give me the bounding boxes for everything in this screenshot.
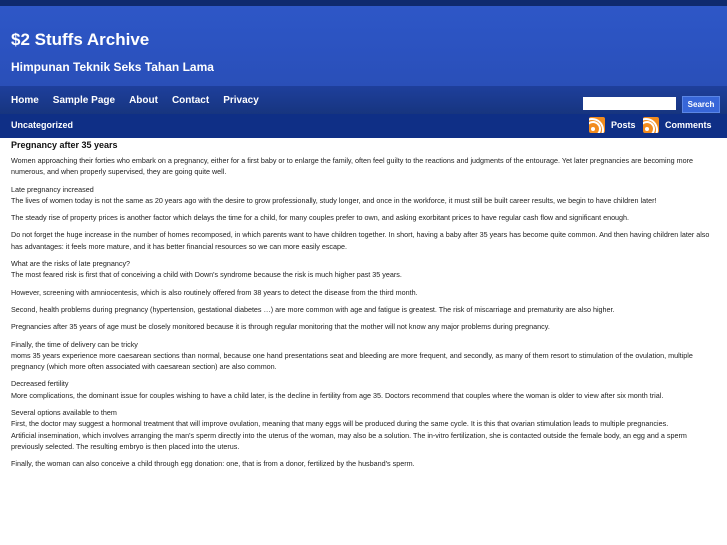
post-paragraph: Second, health problems during pregnancy (hypertension, gestational diabetes …) are more common with age and fatigue is greatest. The risk of miscarriage and prematurity are also higher.: [11, 304, 615, 314]
post-content: [0, 138, 727, 470]
nav-menu: [11, 95, 259, 106]
main-navigation: [0, 86, 727, 114]
post-paragraph: Decreased fertility More complications, the dominant issue for couples wishing to have a child later, is the decline in fertility from age 35. Doctors recommend that couples where the woman is older to view after six month trial.: [11, 379, 664, 400]
site-title[interactable]: $2 Stuffs Archive: [11, 30, 150, 49]
post-paragraph: However, screening with amniocentesis, which is also routinely offered from 38 years to detect the disease from the third month.: [11, 287, 418, 297]
comments-feed-link[interactable]: [643, 117, 712, 133]
search-button[interactable]: Search: [682, 96, 720, 113]
post-paragraph: Several options available to them First, the doctor may suggest a hormonal treatment that will improve ovulation, meaning that many eggs will be produced during the same cycle. It is this that ovarian stimulation leads to multiple pregnancies. Artificial insemination, which involves arranging the man's sperm directly into the uterus of the woman, may also be a solution. The in-vitro fertilization, she is contacted outside the female body, an egg and a sperm previously selected. The resulting embryo is then placed into the uterus.: [11, 408, 687, 451]
comments-feed-label: Comments: [665, 120, 712, 130]
category-link-uncategorized[interactable]: Uncategorized: [11, 120, 74, 130]
category-bar: [0, 114, 727, 138]
nav-item-contact[interactable]: Contact: [171, 95, 210, 106]
post-title[interactable]: Pregnancy after 35 years: [11, 140, 118, 150]
nav-item-home[interactable]: Home: [11, 95, 39, 106]
posts-feed-link[interactable]: [589, 117, 636, 133]
nav-item-about[interactable]: About: [129, 95, 158, 106]
post-paragraph: Finally, the woman can also conceive a child through egg donation: one, that is from a donor, fertilized by the husband's sperm.: [11, 459, 415, 469]
post-paragraph: Do not forget the huge increase in the number of homes recomposed, in which parents want to have children together. In short, having a baby after 35 years has become quite common. And then having children later also has advantages: it feels more mature, and it has better financial resources so we can more easily escape.: [11, 230, 710, 251]
post-paragraph: Pregnancies after 35 years of age must be closely monitored because it is through regular monitoring that the mother will not know any major problems during pregnancy.: [11, 322, 550, 332]
post-paragraph: Women approaching their forties who embark on a pregnancy, either for a first baby or to enlarge the family, often feel guilty to the reactions and judgments of the entourage. Yet later pregnancies are becoming more numerous, and when properly supervised, they are going quite well.: [11, 156, 694, 177]
post-body: [11, 155, 716, 470]
nav-item-sample-page[interactable]: Sample Page: [52, 95, 116, 106]
post-paragraph: What are the risks of late pregnancy? The most feared risk is first that of conceiving a child with Down's syndrome because the risk is much higher past 35 years.: [11, 259, 402, 280]
search-input[interactable]: [583, 97, 676, 110]
post-paragraph: Finally, the time of delivery can be tricky moms 35 years experience more caesarean sections than normal, because one hand presentations seat and bleeding are more frequent, and secondly, as many of them resort to stimulation of the ovulation, multiple pregnancy (which more often associated with caesarean section) are also common.: [11, 339, 693, 372]
posts-feed-label: Posts: [611, 120, 636, 130]
post-paragraph: The steady rise of property prices is another factor which delays the time for a child, for many couples prefer to own, and asking exorbitant prices to have regular cash flow and significant enough.: [11, 213, 630, 223]
site-header: [0, 6, 727, 86]
post-paragraph: Late pregnancy increased The lives of women today is not the same as 20 years ago with the desire to grow professionally, study longer, and once in the workforce, it must still be built career results, we begin to have children later!: [11, 184, 657, 205]
rss-icon: [589, 117, 605, 133]
rss-icon: [643, 117, 659, 133]
nav-item-privacy[interactable]: Privacy: [223, 95, 259, 106]
site-description: Himpunan Teknik Seks Tahan Lama: [11, 60, 214, 74]
